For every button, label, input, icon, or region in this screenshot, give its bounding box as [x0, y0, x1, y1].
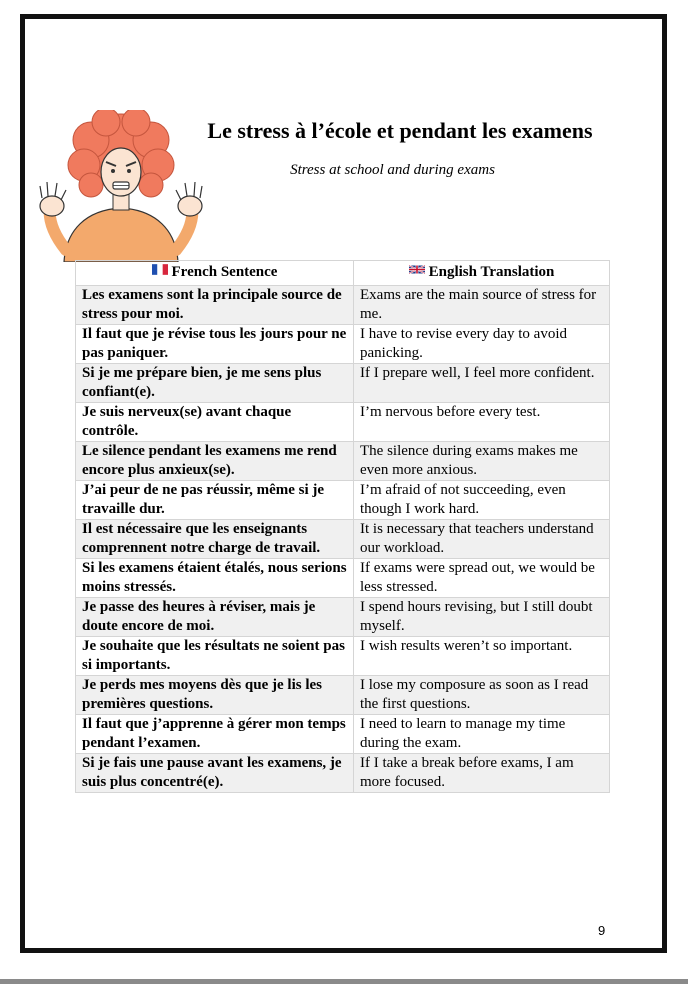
english-cell: I lose my composure as soon as I read the first questions. [354, 676, 610, 715]
table-row [76, 481, 610, 520]
table-row [76, 442, 610, 481]
page-title: Le stress à l’école et pendant les examens [207, 118, 593, 143]
table-row [76, 286, 610, 325]
french-cell: Il est nécessaire que les enseignants comprennent notre charge de travail. [76, 520, 354, 559]
english-cell: I’m afraid of not succeeding, even though I work hard. [354, 481, 610, 520]
english-cell: Exams are the main source of stress for me. [354, 286, 610, 325]
english-cell: I wish results weren’t so important. [354, 637, 610, 676]
english-cell: If I take a break before exams, I am more focused. [354, 754, 610, 793]
table-row [76, 598, 610, 637]
table-row [76, 559, 610, 598]
table-header-row [76, 261, 610, 286]
table-row [76, 715, 610, 754]
french-cell: Si je fais une pause avant les examens, je suis plus concentré(e). [76, 754, 354, 793]
english-cell: I need to learn to manage my time during the exam. [354, 715, 610, 754]
table-row [76, 325, 610, 364]
french-cell: J’ai peur de ne pas réussir, même si je travaille dur. [76, 481, 354, 520]
french-cell: Le silence pendant les examens me rend encore plus anxieux(se). [76, 442, 354, 481]
french-cell: Les examens sont la principale source de stress pour moi. [76, 286, 354, 325]
french-cell: Il faut que j’apprenne à gérer mon temps pendant l’examen. [76, 715, 354, 754]
french-cell: Je suis nerveux(se) avant chaque contrôle. [76, 403, 354, 442]
header-english-label: English Translation [428, 264, 555, 280]
english-cell: I have to revise every day to avoid panicking. [354, 325, 610, 364]
table-row [76, 754, 610, 793]
french-cell: Je souhaite que les résultats ne soient pas si importants. [76, 637, 354, 676]
uk-flag-icon [409, 264, 425, 275]
english-cell: If exams were spread out, we would be less stressed. [354, 559, 610, 598]
vocabulary-table [75, 260, 610, 793]
english-cell: The silence during exams makes me even more anxious. [354, 442, 610, 481]
table-row [76, 364, 610, 403]
table-row [76, 520, 610, 559]
header-french [76, 261, 354, 286]
english-cell: I spend hours revising, but I still doubt myself. [354, 598, 610, 637]
page-number: 9 [598, 923, 606, 938]
header-english [354, 261, 610, 286]
french-cell: Il faut que je révise tous les jours pour ne pas paniquer. [76, 325, 354, 364]
page-subtitle: Stress at school and during exams [290, 162, 495, 178]
table-row [76, 676, 610, 715]
english-cell: I’m nervous before every test. [354, 403, 610, 442]
english-cell: If I prepare well, I feel more confident. [354, 364, 610, 403]
table-row [76, 403, 610, 442]
header-french-label: French Sentence [171, 264, 278, 280]
french-cell: Si les examens étaient étalés, nous serions moins stressés. [76, 559, 354, 598]
viewer-bottom-bar [0, 979, 688, 984]
english-cell: It is necessary that teachers understand our workload. [354, 520, 610, 559]
french-cell: Je perds mes moyens dès que je lis les premières questions. [76, 676, 354, 715]
table-row [76, 637, 610, 676]
french-cell: Si je me prépare bien, je me sens plus confiant(e). [76, 364, 354, 403]
french-flag-icon [152, 264, 168, 275]
french-cell: Je passe des heures à réviser, mais je doute encore de moi. [76, 598, 354, 637]
